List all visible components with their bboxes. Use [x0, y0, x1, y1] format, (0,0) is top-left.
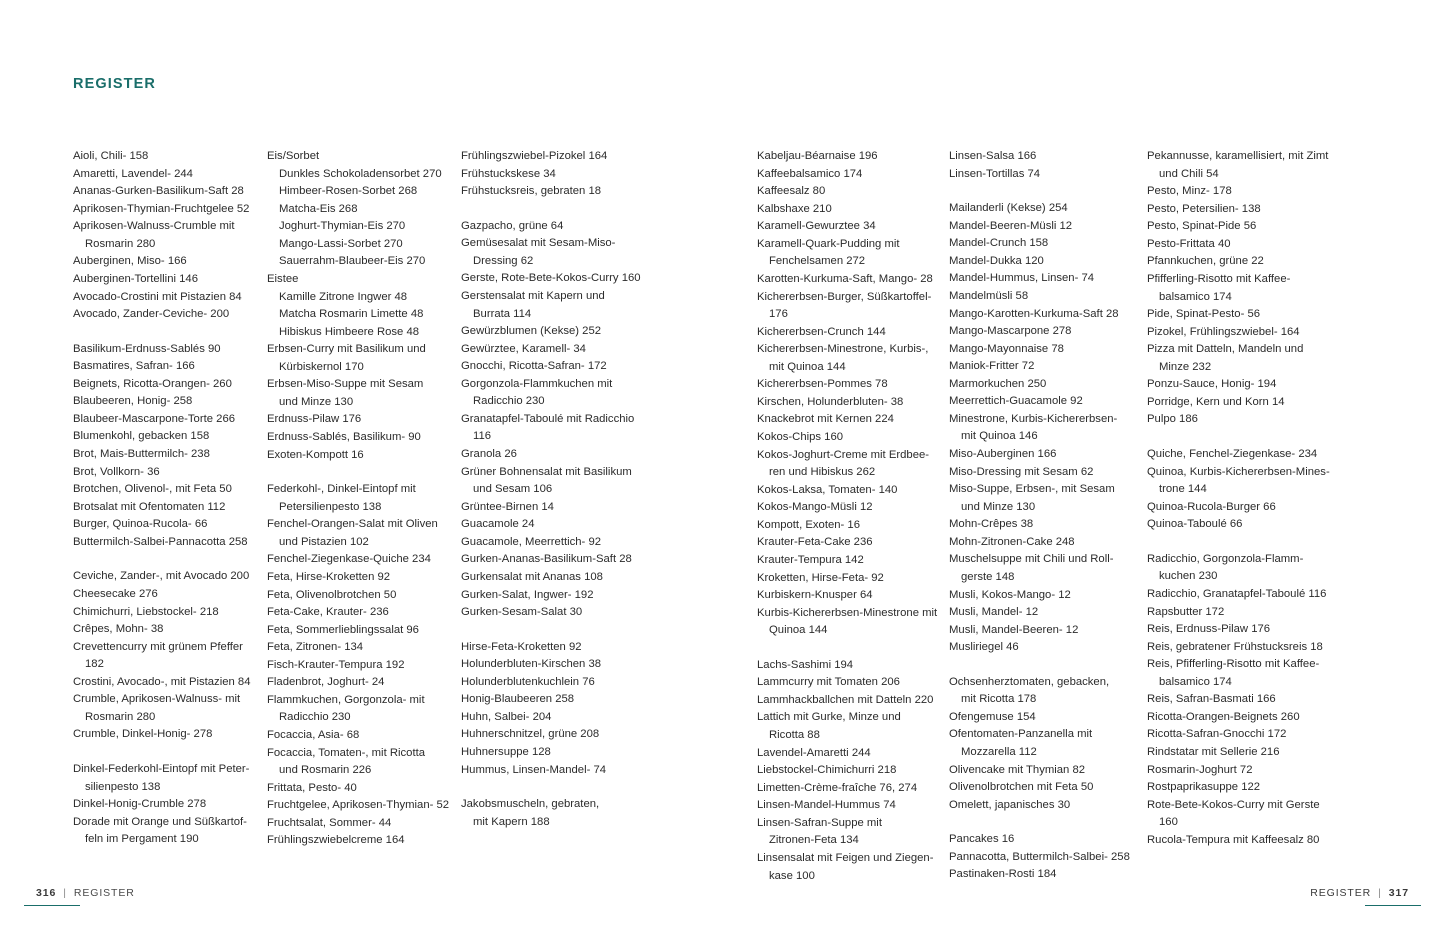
- index-entry: Joghurt-Thymian-Eis 270: [279, 220, 406, 233]
- index-entry: Avocado-Crostini mit Pistazien 84: [73, 290, 242, 303]
- index-entry: Feta, Olivenolbrotchen 50: [267, 588, 397, 601]
- index-entry: Linsen-Mandel-Hummus 74: [757, 799, 896, 812]
- index-entry: balsamico 174: [1159, 290, 1232, 303]
- index-entry: gerste 148: [961, 570, 1015, 583]
- index-entry: Rote-Bete-Kokos-Curry mit Gerste: [1147, 798, 1320, 811]
- index-entry: Rostpaprikasuppe 122: [1147, 781, 1261, 794]
- index-entry: Huhnerschnitzel, grüne 208: [461, 728, 600, 741]
- index-group: [757, 657, 941, 885]
- footer-label-right: REGISTER: [1310, 887, 1372, 899]
- index-entry: Pizza mit Datteln, Mandeln und: [1147, 343, 1304, 356]
- index-entry: Kichererbsen-Burger, Süßkartoffel-: [757, 290, 932, 303]
- index-entry: Mango-Mascarpone 278: [949, 325, 1072, 338]
- index-entry: mit Kapern 188: [473, 815, 550, 828]
- index-group: [949, 674, 1139, 815]
- index-entry: Dinkel-Honig-Crumble 278: [73, 798, 207, 811]
- index-entry: Erdnuss-Pilaw 176: [267, 413, 362, 426]
- index-entry: Kaffeesalz 80: [757, 185, 826, 198]
- index-entry: Hirse-Feta-Kroketten 92: [461, 640, 582, 653]
- index-entry: Pizokel, Frühlingszwiebel- 164: [1147, 325, 1300, 338]
- index-entry: Ricotta 88: [769, 729, 820, 741]
- index-entry: Quiche, Fenchel-Ziegenkase- 234: [1147, 448, 1318, 460]
- index-entry: Frühstucksreis, gebraten 18: [461, 185, 602, 198]
- index-entry: Musliriegel 46: [949, 641, 1019, 654]
- footer-rule-right: [1365, 905, 1421, 906]
- index-entry: Mango-Lassi-Sorbet 270: [279, 237, 403, 250]
- index-entry: Feta, Zitronen- 134: [267, 641, 364, 654]
- index-entry: Kichererbsen-Minestrone, Kurbis-,: [757, 343, 929, 356]
- index-entry: Gazpacho, grüne 64: [461, 219, 564, 232]
- index-entry: mit Ricotta 178: [961, 693, 1037, 706]
- index-entry: Basilikum-Erdnuss-Sablés 90: [73, 342, 221, 355]
- index-entry: Reis, Erdnuss-Pilaw 176: [1147, 623, 1271, 636]
- index-entry: Fruchtsalat, Sommer- 44: [267, 816, 392, 829]
- index-entry: Matcha Rosmarin Limette 48: [279, 308, 424, 321]
- index-entry: Lachs-Sashimi 194: [757, 658, 854, 671]
- index-entry: Pesto, Petersilien- 138: [1147, 202, 1261, 215]
- index-entry: Blumenkohl, gebacken 158: [73, 430, 210, 443]
- page-number-right: 317: [1388, 887, 1409, 899]
- index-entry: kase 100: [769, 869, 815, 882]
- index-entry: Kurbiskern-Knusper 64: [757, 589, 873, 602]
- index-entry: Aprikosen-Thymian-Fruchtgelee 52: [73, 202, 250, 215]
- index-entry: Marmorkuchen 250: [949, 377, 1047, 390]
- index-entry: Linsen-Safran-Suppe mit: [757, 816, 882, 829]
- index-entry: Dinkel-Federkohl-Eintopf mit Peter-: [73, 763, 250, 775]
- index-entry: Linsen-Salsa 166: [949, 150, 1037, 162]
- index-entry: Radicchio, Granatapfel-Taboulé 116: [1147, 587, 1327, 600]
- index-entry: Pesto, Spinat-Pide 56: [1147, 220, 1257, 233]
- index-entry: Buttermilch-Salbei-Pannacotta 258: [73, 535, 248, 548]
- index-entry: Gurkensalat mit Ananas 108: [461, 570, 603, 583]
- index-entry: Feta-Cake, Krauter- 236: [267, 606, 389, 619]
- index-entry: 116: [473, 430, 492, 443]
- index-entry: kuchen 230: [1159, 570, 1218, 583]
- index-entry: Mandelmüsli 58: [949, 289, 1029, 302]
- index-entry: Rindstatar mit Sellerie 216: [1147, 746, 1280, 758]
- index-entry: Rapsbutter 172: [1147, 605, 1225, 618]
- index-entry: Pancakes 16: [949, 833, 1015, 846]
- index-entry: Minestrone, Kurbis-Kichererbsen-: [949, 412, 1118, 425]
- index-group: [1147, 551, 1337, 850]
- index-entry: Huhn, Salbei- 204: [461, 710, 552, 723]
- index-group: [267, 481, 453, 850]
- index-entry: Rosmarin-Joghurt 72: [1147, 763, 1253, 776]
- index-entry: Pastinaken-Rosti 184: [949, 868, 1057, 881]
- index-entry: und Sesam 106: [473, 483, 553, 496]
- index-entry: silienpesto 138: [85, 780, 161, 793]
- index-entry: Karamell-Quark-Pudding mit: [757, 237, 900, 250]
- index-entry: Hibiskus Himbeere Rose 48: [279, 325, 420, 338]
- index-column: [461, 148, 647, 902]
- index-entry: Quinoa-Rucola-Burger 66: [1147, 500, 1276, 513]
- index-group: [461, 218, 647, 622]
- index-entry: und Minze 130: [279, 395, 354, 408]
- index-entry: Pekannusse, karamellisiert, mit Zimt: [1147, 150, 1329, 162]
- index-entry: Lammcurry mit Tomaten 206: [757, 676, 900, 689]
- index-entry: und Minze 130: [961, 500, 1036, 513]
- index-entry: Meerrettich-Guacamole 92: [949, 395, 1083, 408]
- index-entry: balsamico 174: [1159, 675, 1232, 688]
- footer-separator-left: |: [63, 887, 67, 899]
- index-entry: Limetten-Crème-fraîche 76, 274: [757, 781, 918, 794]
- index-entry: Aprikosen-Walnuss-Crumble mit: [73, 220, 235, 233]
- index-entry: Reis, Safran-Basmati 166: [1147, 693, 1276, 706]
- index-entry: Kamille Zitrone Ingwer 48: [279, 290, 408, 303]
- page-title: REGISTER: [73, 76, 156, 92]
- footer-right: [1310, 887, 1409, 899]
- index-entry: Mozzarella 112: [961, 746, 1037, 758]
- index-entry: Himbeer-Rosen-Sorbet 268: [279, 185, 418, 198]
- index-entry: Gemüsesalat mit Sesam-Miso-: [461, 237, 616, 250]
- index-entry: Frühstuckskese 34: [461, 167, 556, 180]
- index-entry: Brot, Mais-Buttermilch- 238: [73, 448, 210, 460]
- index-entry: Mango-Mayonnaise 78: [949, 342, 1064, 355]
- index-entry: und Pistazien 102: [279, 535, 369, 548]
- index-entry: Gnocchi, Ricotta-Safran- 172: [461, 360, 607, 373]
- index-entry: Erdnuss-Sablés, Basilikum- 90: [267, 431, 421, 443]
- index-entry: Ananas-Gurken-Basilikum-Saft 28: [73, 185, 244, 198]
- index-entry: Hummus, Linsen-Mandel- 74: [461, 763, 607, 776]
- index-entry: Grüner Bohnensalat mit Basilikum: [461, 465, 632, 478]
- index-entry: Reis, Pfifferling-Risotto mit Kaffee-: [1147, 658, 1320, 671]
- index-entry: Kaffeebalsamico 174: [757, 167, 863, 180]
- index-entry: Gewürztee, Karamell- 34: [461, 342, 586, 355]
- index-entry: Amaretti, Lavendel- 244: [73, 167, 193, 180]
- index-entry: ren und Hibiskus 262: [769, 466, 876, 479]
- index-entry: Rucola-Tempura mit Kaffeesalz 80: [1147, 833, 1320, 846]
- index-entry: Gurken-Sesam-Salat 30: [461, 606, 583, 619]
- index-entry: Fenchel-Ziegenkase-Quiche 234: [267, 553, 431, 566]
- index-entry: Basmatires, Safran- 166: [73, 360, 195, 373]
- index-entry: trone 144: [1159, 483, 1207, 496]
- index-entry: Federkohl-, Dinkel-Eintopf mit: [267, 483, 416, 496]
- index-entry: 160: [1159, 816, 1178, 829]
- index-entry: Lattich mit Gurke, Minze und: [757, 711, 901, 724]
- index-entry: Musli, Mandel- 12: [949, 606, 1039, 619]
- index-entry: Ricotta-Orangen-Beignets 260: [1147, 710, 1300, 723]
- index-entry: Kichererbsen-Pommes 78: [757, 378, 888, 391]
- index-entry: Brotchen, Olivenol-, mit Feta 50: [73, 483, 232, 496]
- index-group: [949, 831, 1139, 884]
- index-entry: Gurken-Salat, Ingwer- 192: [461, 588, 594, 601]
- index-entry: Kokos-Laksa, Tomaten- 140: [757, 483, 898, 496]
- index-group: [73, 341, 259, 552]
- index-entry: Pfannkuchen, grüne 22: [1147, 255, 1264, 268]
- index-entry: Linsen-Tortillas 74: [949, 167, 1041, 180]
- index-entry: Mandel-Crunch 158: [949, 237, 1049, 250]
- index-entry: Musli, Mandel-Beeren- 12: [949, 623, 1079, 636]
- index-entry: Kalbshaxe 210: [757, 202, 832, 215]
- index-group: [757, 148, 941, 640]
- index-entry: Fenchel-Orangen-Salat mit Oliven: [267, 518, 438, 531]
- index-entry: 182: [85, 658, 104, 671]
- index-entry: Sauerrahm-Blaubeer-Eis 270: [279, 255, 426, 268]
- index-entry: Ceviche, Zander-, mit Avocado 200: [73, 570, 250, 583]
- index-column: [73, 148, 259, 902]
- index-entry: Pannacotta, Buttermilch-Salbei- 258: [949, 850, 1130, 863]
- index-entry: Feta, Hirse-Kroketten 92: [267, 570, 391, 583]
- index-entry: Matcha-Eis 268: [279, 202, 358, 215]
- index-group: [461, 148, 647, 201]
- index-column: [949, 148, 1139, 902]
- index-group: [73, 568, 259, 744]
- index-entry: Cheesecake 276: [73, 587, 158, 600]
- index-entry: Fenchelsamen 272: [769, 255, 866, 268]
- index-group: [949, 200, 1139, 657]
- index-entry: Crostini, Avocado-, mit Pistazien 84: [73, 675, 251, 688]
- index-entry: Holunderbluten-Kirschen 38: [461, 658, 602, 671]
- index-entry: Aioli, Chili- 158: [73, 150, 149, 162]
- index-entry: Erbsen-Miso-Suppe mit Sesam: [267, 378, 424, 391]
- index-group: [73, 761, 259, 849]
- index-entry: Ponzu-Sauce, Honig- 194: [1147, 378, 1277, 391]
- index-entry: Kichererbsen-Crunch 144: [757, 325, 886, 338]
- index-column: [1147, 148, 1337, 902]
- index-entry: Eis/Sorbet: [267, 150, 320, 162]
- index-group: [1147, 446, 1337, 534]
- index-entry: Pesto, Minz- 178: [1147, 185, 1232, 198]
- index-entry: Krauter-Feta-Cake 236: [757, 536, 873, 549]
- index-entry: Karotten-Kurkuma-Saft, Mango- 28: [757, 272, 933, 285]
- index-entry: Pulpo 186: [1147, 413, 1198, 426]
- index-entry: Eistee: [267, 272, 299, 285]
- index-entry: Dunkles Schokoladensorbet 270: [279, 167, 442, 180]
- index-group: [1147, 148, 1337, 429]
- footer-label-left: REGISTER: [73, 887, 135, 899]
- index-entry: und Rosmarin 226: [279, 764, 372, 777]
- index-entry: Krauter-Tempura 142: [757, 553, 864, 566]
- index-entry: Lammhackballchen mit Datteln 220: [757, 693, 934, 706]
- footer-separator-right: |: [1378, 887, 1382, 899]
- index-entry: Gurken-Ananas-Basilikum-Saft 28: [461, 553, 632, 566]
- index-entry: Burger, Quinoa-Rucola- 66: [73, 518, 208, 531]
- index-entry: Omelett, japanisches 30: [949, 798, 1071, 811]
- index-entry: Petersilienpesto 138: [279, 500, 382, 513]
- index-group: [461, 639, 647, 780]
- index-entry: Radicchio 230: [473, 395, 545, 408]
- index-entry: Brotsalat mit Ofentomaten 112: [73, 500, 226, 513]
- index-entry: Liebstockel-Chimichurri 218: [757, 764, 897, 777]
- index-entry: Karamell-Gewurztee 34: [757, 220, 876, 233]
- page-number-left: 316: [36, 887, 57, 899]
- index-entry: Olivenolbrotchen mit Feta 50: [949, 781, 1094, 794]
- index-entry: Auberginen-Tortellini 146: [73, 272, 198, 285]
- index-entry: Dressing 62: [473, 254, 534, 267]
- index-entry: Fladenbrot, Joghurt- 24: [267, 676, 385, 689]
- index-group: [461, 796, 647, 831]
- index-entry: Blaubeeren, Honig- 258: [73, 395, 193, 408]
- index-entry: Lavendel-Amaretti 244: [757, 746, 871, 759]
- index-entry: Miso-Auberginen 166: [949, 448, 1057, 460]
- index-entry: Brot, Vollkorn- 36: [73, 465, 160, 478]
- index-entry: Ofentomaten-Panzanella mit: [949, 728, 1093, 741]
- index-entry: Musli, Kokos-Mango- 12: [949, 588, 1071, 601]
- index-entry: Kirschen, Holunderbluten- 38: [757, 395, 904, 408]
- index-entry: Kabeljau-Béarnaise 196: [757, 150, 878, 162]
- index-entry: Miso-Dressing mit Sesam 62: [949, 465, 1094, 478]
- index-entry: Flammkuchen, Gorgonzola- mit: [267, 693, 425, 706]
- index-entry: Mailanderli (Kekse) 254: [949, 202, 1068, 215]
- index-column: [267, 148, 453, 902]
- index-entry: Granola 26: [461, 448, 517, 460]
- index-group: [267, 148, 453, 464]
- index-entry: Holunderblutenkuchlein 76: [461, 675, 595, 688]
- index-entry: Gerstensalat mit Kapern und: [461, 289, 605, 302]
- index-entry: Kokos-Chips 160: [757, 431, 844, 443]
- index-entry: Knackebrot mit Kernen 224: [757, 413, 894, 426]
- index-entry: Miso-Suppe, Erbsen-, mit Sesam: [949, 483, 1115, 496]
- index-column: [757, 148, 941, 902]
- index-entry: Radicchio, Gorgonzola-Flamm-: [1147, 552, 1304, 565]
- index-entry: Guacamole, Meerrettich- 92: [461, 535, 602, 548]
- index-entry: 176: [769, 308, 788, 321]
- index-entry: Mohn-Crêpes 38: [949, 518, 1034, 531]
- index-entry: Pfifferling-Risotto mit Kaffee-: [1147, 272, 1291, 285]
- index-entry: Zitronen-Feta 134: [769, 834, 859, 847]
- index-entry: Gewürzblumen (Kekse) 252: [461, 325, 602, 338]
- index-entry: Granatapfel-Taboulé mit Radicchio: [461, 412, 635, 425]
- index-entry: Focaccia, Tomaten-, mit Ricotta: [267, 746, 426, 759]
- index-entry: Quinoa, Kurbis-Kichererbsen-Mines-: [1147, 465, 1330, 478]
- index-entry: Chimichurri, Liebstockel- 218: [73, 605, 219, 618]
- index-entry: Guacamole 24: [461, 518, 535, 531]
- index-entry: Maniok-Fritter 72: [949, 360, 1035, 373]
- index-entry: Focaccia, Asia- 68: [267, 729, 360, 741]
- index-entry: Mandel-Hummus, Linsen- 74: [949, 272, 1095, 285]
- index-entry: Ricotta-Safran-Gnocchi 172: [1147, 728, 1287, 741]
- index-entry: Feta, Sommerlieblingssalat 96: [267, 623, 419, 636]
- index-entry: Burrata 114: [473, 307, 532, 320]
- index-entry: Kurbis-Kichererbsen-Minestrone mit: [757, 606, 938, 619]
- index-entry: Fisch-Krauter-Tempura 192: [267, 658, 405, 671]
- index-entry: Fruchtgelee, Aprikosen-Thymian- 52: [267, 799, 450, 812]
- index-entry: Crêpes, Mohn- 38: [73, 623, 164, 636]
- index-entry: Mandel-Dukka 120: [949, 254, 1044, 267]
- index-entry: Huhnersuppe 128: [461, 746, 551, 758]
- index-entry: Grüntee-Birnen 14: [461, 500, 554, 513]
- index-entry: Pesto-Frittata 40: [1147, 237, 1231, 250]
- index-entry: Crevettencurry mit grünem Pfeffer: [73, 640, 243, 653]
- footer-rule-left: [24, 905, 80, 906]
- index-entry: Crumble, Dinkel-Honig- 278: [73, 728, 213, 741]
- index-entry: Avocado, Zander-Ceviche- 200: [73, 308, 230, 321]
- index-entry: mit Quinoa 144: [769, 360, 846, 373]
- footer-left: [36, 887, 135, 899]
- index-entry: Kokos-Mango-Müsli 12: [757, 501, 873, 514]
- index-entry: Olivencake mit Thymian 82: [949, 763, 1086, 776]
- index-entry: Porridge, Kern und Korn 14: [1147, 395, 1285, 408]
- index-entry: Crumble, Aprikosen-Walnuss- mit: [73, 693, 241, 706]
- index-group: [949, 148, 1139, 183]
- index-entry: mit Quinoa 146: [961, 430, 1038, 443]
- index-entry: Quinoa 144: [769, 624, 828, 637]
- index-entry: Mango-Karotten-Kurkuma-Saft 28: [949, 307, 1119, 320]
- index-entry: Erbsen-Curry mit Basilikum und: [267, 343, 426, 356]
- index-entry: Mandel-Beeren-Müsli 12: [949, 219, 1073, 232]
- index-entry: Muschelsuppe mit Chili und Roll-: [949, 553, 1114, 566]
- index-entry: Minze 232: [1159, 360, 1212, 373]
- index-columns: [73, 148, 1373, 902]
- index-entry: Dorade mit Orange und Süßkartof-: [73, 815, 247, 828]
- index-entry: Jakobsmuscheln, gebraten,: [461, 798, 600, 811]
- index-entry: Mohn-Zitronen-Cake 248: [949, 535, 1075, 548]
- index-entry: Rosmarin 280: [85, 710, 156, 723]
- index-entry: Ochsenherztomaten, gebacken,: [949, 675, 1110, 688]
- index-entry: Quinoa-Taboulé 66: [1147, 518, 1243, 531]
- index-entry: Ofengemuse 154: [949, 710, 1036, 723]
- index-entry: Frühlingszwiebelcreme 164: [267, 834, 405, 847]
- index-entry: Pide, Spinat-Pesto- 56: [1147, 308, 1261, 321]
- index-entry: Blaubeer-Mascarpone-Torte 266: [73, 412, 236, 425]
- index-entry: Reis, gebratener Frühstucksreis 18: [1147, 640, 1323, 653]
- index-entry: Linsensalat mit Feigen und Ziegen-: [757, 851, 934, 864]
- index-entry: Frittata, Pesto- 40: [267, 781, 357, 794]
- index-entry: Kompott, Exoten- 16: [757, 518, 860, 531]
- index-entry: Kokos-Joghurt-Creme mit Erdbee-: [757, 448, 930, 461]
- index-entry: Radicchio 230: [279, 711, 351, 724]
- index-entry: und Chili 54: [1159, 167, 1219, 180]
- index-group: [73, 148, 259, 324]
- index-entry: Kürbiskernol 170: [279, 360, 364, 373]
- index-entry: Gorgonzola-Flammkuchen mit: [461, 377, 613, 390]
- index-entry: Auberginen, Miso- 166: [73, 255, 187, 268]
- index-entry: Frühlingszwiebel-Pizokel 164: [461, 150, 608, 162]
- index-entry: Kroketten, Hirse-Feta- 92: [757, 571, 884, 584]
- index-entry: Gerste, Rote-Bete-Kokos-Curry 160: [461, 272, 641, 285]
- index-entry: Beignets, Ricotta-Orangen- 260: [73, 377, 232, 390]
- index-entry: Exoten-Kompott 16: [267, 448, 364, 461]
- index-entry: Honig-Blaubeeren 258: [461, 693, 575, 706]
- index-entry: feln im Pergament 190: [85, 833, 199, 846]
- index-entry: Rosmarin 280: [85, 237, 156, 250]
